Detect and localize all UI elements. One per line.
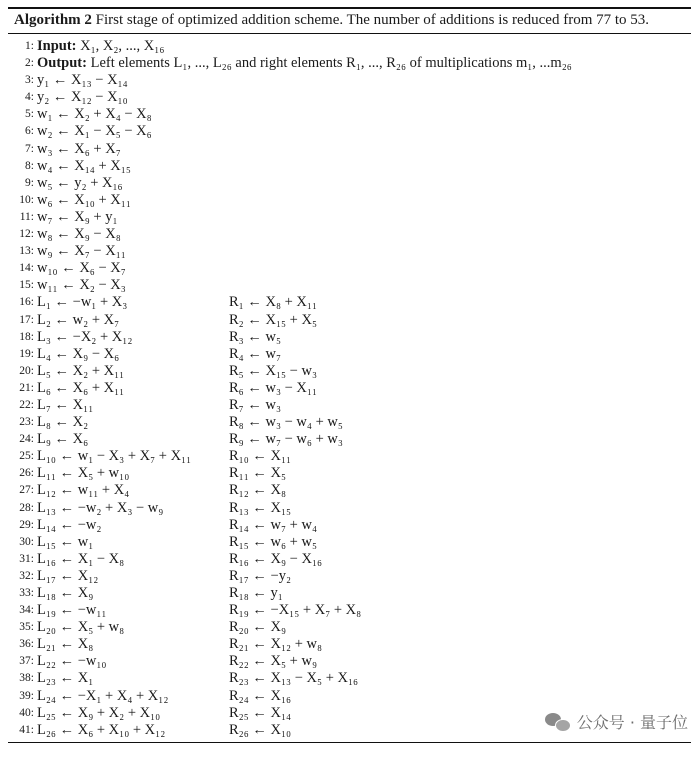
line-left-expression — [37, 568, 98, 585]
caption-text: First stage of optimized addition scheme. The number of additions is reduced from 77 to 53. — [91, 12, 650, 28]
line-right-expression: R₂ ← X₁₅ + X₅ — [229, 311, 318, 328]
algorithm-line — [8, 192, 691, 209]
algorithm-line — [8, 517, 691, 534]
line-left-expression — [37, 722, 165, 739]
line-left-text: L₃ ← −X₂ + X₁₂ — [37, 328, 133, 345]
line-left-text: w₅ ← y₂ + X₁₆ — [37, 174, 123, 191]
line-right-expression: R₁₇ ← −y₂ — [229, 567, 292, 584]
line-left-text: L₁₀ ← w₁ − X₃ + X₇ + X₁₁ — [37, 448, 192, 465]
algorithm-block — [8, 7, 691, 743]
line-left-text: L₆ ← X₆ + X₁₁ — [37, 379, 125, 396]
line-left-text: L₂₁ ← X₈ — [37, 636, 94, 653]
line-left-expression — [37, 277, 126, 294]
line-number: 27: — [19, 484, 34, 497]
line-right-expression: R₁ ← X₈ + X₁₁ — [229, 294, 318, 311]
line-number: 20: — [19, 364, 34, 377]
line-right-expression: R₂₆ ← X₁₀ — [229, 721, 292, 738]
algorithm-lines — [8, 34, 691, 739]
line-left-text: L₁₈ ← X₉ — [37, 585, 94, 601]
line-number: 25: — [19, 450, 34, 463]
line-left-text: y₁ ← X₁₃ − X₁₄ — [37, 72, 128, 89]
line-number: 13: — [19, 245, 34, 258]
line-left-expression — [37, 175, 123, 192]
line-left-text: L₁₁ ← X₅ + w₁₀ — [37, 465, 130, 482]
line-number: 10: — [19, 193, 34, 206]
line-left-text: L₂₃ ← X₁ — [37, 670, 94, 687]
algorithm-caption — [8, 9, 691, 33]
line-left-expression — [37, 534, 93, 551]
line-left-expression — [37, 517, 101, 534]
line-left-expression — [37, 141, 121, 158]
line-left-text: L₁₇ ← X₁₂ — [37, 567, 99, 584]
line-number: 14: — [19, 262, 34, 275]
line-left-text: L₁ ← −w₁ + X₃ — [37, 294, 128, 311]
line-right-expression: R₉ ← w₇ − w₆ + w₃ — [229, 431, 343, 448]
line-left-text: L₄ ← X₉ − X₆ — [37, 345, 120, 362]
watermark — [541, 708, 692, 735]
line-left-expression — [37, 500, 163, 517]
line-left-text: L₈ ← X₂ — [37, 414, 89, 431]
line-number: 32: — [19, 569, 34, 582]
algorithm-line — [8, 568, 691, 585]
line-left-text: X₁, X₂, ..., X₁₆ — [76, 38, 165, 54]
watermark-text: 公众号 · 量子位 — [576, 713, 688, 732]
line-left-text: L₂₂ ← −w₁₀ — [37, 653, 107, 670]
line-right-expression: R₂₂ ← X₅ + w₉ — [229, 653, 318, 670]
algorithm-line — [8, 158, 691, 175]
line-left-text: y₂ ← X₁₂ − X₁₀ — [37, 89, 128, 106]
line-left-expression — [37, 688, 168, 705]
line-left-expression — [37, 431, 88, 448]
line-left-text: w₄ ← X₁₄ + X₁₅ — [37, 157, 131, 174]
line-left-expression — [37, 55, 572, 72]
algorithm-line — [8, 294, 691, 311]
algorithm-line — [8, 585, 691, 602]
line-right-expression: R₆ ← w₃ − X₁₁ — [229, 379, 318, 396]
line-number: 1: — [25, 40, 34, 52]
line-left-expression — [37, 329, 132, 346]
line-number: 4: — [25, 91, 34, 104]
caption-label: Algorithm 2 — [14, 12, 92, 28]
line-left-expression — [37, 465, 129, 482]
line-number: 24: — [19, 433, 34, 446]
line-left-text: w₉ ← X₇ − X₁₁ — [37, 243, 126, 260]
line-number: 31: — [19, 552, 34, 565]
line-right-expression: R₁₉ ← −X₁₅ + X₇ + X₈ — [229, 602, 362, 619]
line-number: 5: — [25, 108, 34, 121]
algorithm-line — [8, 380, 691, 397]
line-left-expression — [37, 585, 93, 602]
line-left-expression — [37, 482, 129, 499]
line-number: 26: — [19, 467, 34, 480]
line-left-text: L₁₄ ← −w₂ — [37, 516, 102, 533]
line-right-expression: R₁₁ ← X₅ — [229, 465, 287, 482]
line-number: 30: — [19, 535, 34, 548]
line-left-text: L₂₀ ← X₅ + w₈ — [37, 619, 125, 636]
line-left-text: Left elements L₁, ..., L₂₆ and right elements R₁, ..., R₂₆ of multiplications m₁, ...m₂₆ — [86, 55, 572, 72]
line-left-expression — [37, 294, 127, 311]
line-left-text: w₈ ← X₉ − X₈ — [37, 226, 121, 243]
line-number: 29: — [19, 518, 34, 531]
algorithm-line — [8, 465, 691, 482]
line-left-expression — [37, 243, 126, 260]
line-left-text: w₁ ← X₂ + X₄ − X₈ — [37, 106, 152, 123]
algorithm-line — [8, 448, 691, 465]
line-left-expression — [37, 38, 164, 55]
algorithm-line — [8, 226, 691, 243]
line-left-text: w₂ ← X₁ − X₅ − X₆ — [37, 123, 152, 140]
algorithm-line — [8, 277, 691, 294]
line-right-expression: R₈ ← w₃ − w₄ + w₅ — [229, 414, 343, 431]
algorithm-line — [8, 482, 691, 499]
line-left-expression — [37, 397, 93, 414]
line-number: 15: — [19, 279, 34, 292]
line-right-expression: R₅ ← X₁₅ − w₃ — [229, 362, 318, 379]
line-left-expression — [37, 653, 106, 670]
line-number: 23: — [19, 416, 34, 429]
line-left-text: L₁₃ ← −w₂ + X₃ − w₉ — [37, 499, 164, 516]
algorithm-line — [8, 431, 691, 448]
line-left-expression — [37, 636, 93, 653]
algorithm-line — [8, 38, 691, 55]
algorithm-line — [8, 89, 691, 106]
line-number: 16: — [19, 296, 34, 309]
line-left-expression — [37, 602, 106, 619]
line-left-expression — [37, 106, 152, 123]
line-right-expression: R₂₄ ← X₁₆ — [229, 687, 292, 704]
line-number: 39: — [19, 689, 34, 702]
algorithm-line — [8, 534, 691, 551]
line-left-expression — [37, 380, 124, 397]
line-left-expression — [37, 226, 121, 243]
line-number: 7: — [25, 142, 34, 155]
line-left-text: L₂₆ ← X₆ + X₁₀ + X₁₂ — [37, 721, 166, 738]
line-number: 33: — [19, 587, 34, 599]
line-left-expression — [37, 363, 124, 380]
algorithm-line — [8, 312, 691, 329]
line-left-text: w₆ ← X₁₀ + X₁₁ — [37, 191, 131, 208]
line-number: 38: — [19, 672, 34, 685]
line-left-expression — [37, 414, 88, 431]
algorithm-line — [8, 653, 691, 670]
algorithm-line — [8, 72, 691, 89]
line-keyword: Output: — [37, 55, 87, 72]
line-number: 41: — [19, 723, 34, 736]
line-number: 9: — [25, 176, 34, 189]
line-left-expression — [37, 260, 126, 277]
line-right-expression: R₂₁ ← X₁₂ + w₈ — [229, 636, 323, 653]
algorithm-line — [8, 363, 691, 380]
line-left-text: L₁₅ ← w₁ — [37, 533, 94, 550]
wechat-icon — [545, 711, 571, 733]
line-left-text: L₂₄ ← −X₁ + X₄ + X₁₂ — [37, 687, 169, 704]
line-number: 12: — [19, 228, 34, 241]
algorithm-line — [8, 175, 691, 192]
line-number: 21: — [19, 381, 34, 394]
line-left-expression — [37, 158, 131, 175]
line-number: 19: — [19, 347, 34, 360]
algorithm-line — [8, 141, 691, 158]
line-left-text: w₁₀ ← X₆ − X₇ — [37, 260, 126, 277]
line-right-expression: R₁₅ ← w₆ + w₅ — [229, 533, 318, 550]
algorithm-line — [8, 551, 691, 568]
algorithm-line — [8, 397, 691, 414]
line-left-expression — [37, 670, 93, 687]
line-left-expression — [37, 192, 131, 209]
line-right-expression: R₇ ← w₃ — [229, 396, 282, 413]
line-right-expression: R₁₂ ← X₈ — [229, 482, 287, 499]
line-left-expression — [37, 72, 128, 89]
line-left-text: w₁₁ ← X₂ − X₃ — [37, 277, 126, 294]
algorithm-line — [8, 688, 691, 705]
line-keyword: Input: — [37, 38, 77, 54]
algorithm-line — [8, 602, 691, 619]
line-left-expression — [37, 89, 128, 106]
line-number: 11: — [19, 210, 34, 223]
algorithm-line — [8, 346, 691, 363]
line-left-text: L₁₂ ← w₁₁ + X₄ — [37, 482, 130, 499]
line-right-expression: R₁₈ ← y₁ — [229, 585, 283, 601]
algorithm-line — [8, 636, 691, 653]
line-number: 3: — [25, 74, 34, 87]
line-right-expression: R₁₃ ← X₁₅ — [229, 499, 292, 516]
line-left-text: L₉ ← X₆ — [37, 431, 89, 448]
line-left-expression — [37, 619, 124, 636]
line-left-expression — [37, 551, 124, 568]
line-right-expression: R₂₀ ← X₉ — [229, 619, 287, 636]
line-right-expression: R₁₄ ← w₇ + w₄ — [229, 516, 318, 533]
algorithm-line — [8, 260, 691, 277]
algorithm-line — [8, 670, 691, 687]
line-left-text: L₂ ← w₂ + X₇ — [37, 311, 120, 328]
line-right-expression: R₂₅ ← X₁₄ — [229, 704, 292, 721]
line-number: 2: — [25, 57, 34, 70]
line-number: 28: — [19, 501, 34, 514]
line-left-text: L₇ ← X₁₁ — [37, 396, 94, 413]
line-right-expression: R₄ ← w₇ — [229, 345, 282, 362]
line-number: 35: — [19, 621, 34, 634]
algorithm-line — [8, 209, 691, 226]
algorithm-line — [8, 329, 691, 346]
line-left-text: L₁₆ ← X₁ − X₈ — [37, 550, 125, 567]
algorithm-line — [8, 123, 691, 140]
line-left-expression — [37, 312, 119, 329]
line-left-text: L₁₉ ← −w₁₁ — [37, 602, 107, 619]
algorithm-line — [8, 619, 691, 636]
line-left-text: w₃ ← X₆ + X₇ — [37, 140, 121, 157]
line-right-expression: R₂₃ ← X₁₃ − X₅ + X₁₆ — [229, 670, 359, 687]
algorithm-line — [8, 106, 691, 123]
line-number: 37: — [19, 655, 34, 668]
line-left-expression — [37, 346, 119, 363]
line-right-expression: R₁₀ ← X₁₁ — [229, 448, 292, 465]
algorithm-line — [8, 55, 691, 72]
line-left-expression — [37, 705, 160, 722]
line-number: 18: — [19, 330, 34, 343]
line-number: 8: — [25, 159, 34, 172]
line-left-text: L₅ ← X₂ + X₁₁ — [37, 362, 125, 379]
line-number: 34: — [19, 604, 34, 617]
line-right-expression: R₃ ← w₅ — [229, 328, 282, 345]
line-left-text: w₇ ← X₉ + y₁ — [37, 208, 118, 225]
line-number: 36: — [19, 638, 34, 651]
line-number: 6: — [25, 125, 34, 138]
algorithm-line — [8, 414, 691, 431]
line-left-expression — [37, 123, 152, 140]
algorithm-line — [8, 500, 691, 517]
line-right-expression: R₁₆ ← X₉ − X₁₆ — [229, 550, 323, 567]
line-number: 40: — [19, 706, 34, 719]
line-left-expression — [37, 448, 191, 465]
line-number: 17: — [19, 313, 34, 326]
line-left-expression — [37, 209, 118, 226]
bottom-rule — [8, 742, 691, 743]
line-left-text: L₂₅ ← X₉ + X₂ + X₁₀ — [37, 704, 161, 721]
line-number: 22: — [19, 398, 34, 411]
algorithm-line — [8, 243, 691, 260]
